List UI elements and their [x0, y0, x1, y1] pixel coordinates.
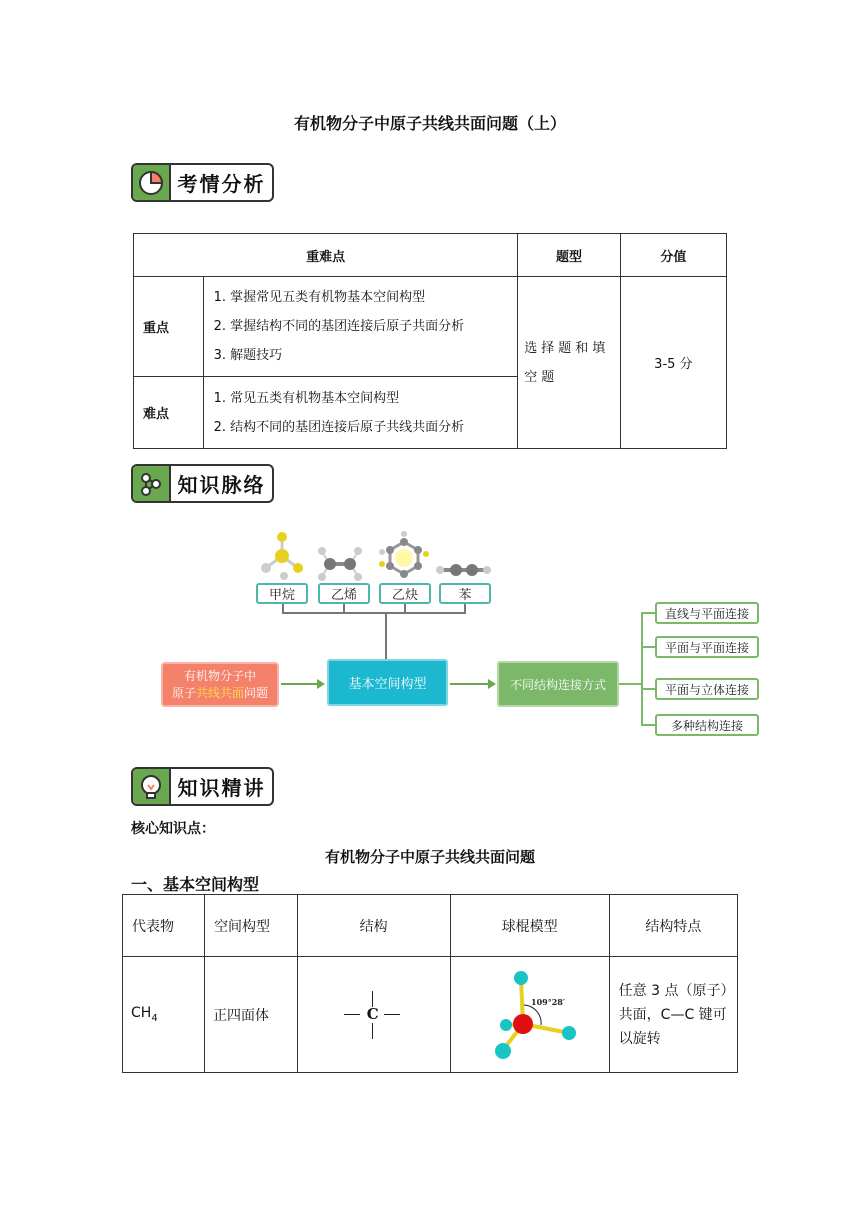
arrow-right-icon — [279, 676, 327, 692]
header-difficulty: 重难点 — [134, 234, 518, 277]
network-nodes-icon — [133, 466, 171, 501]
section-context-label: 知识脉络 — [177, 473, 266, 497]
connector — [282, 612, 466, 614]
key-item: 1. 掌握常见五类有机物基本空间构型 — [213, 290, 426, 305]
connector — [641, 612, 655, 614]
header-score: 分值 — [620, 234, 726, 277]
root-line1: 有机物分子中 — [183, 668, 256, 683]
connector — [619, 683, 641, 685]
key-points-cell — [203, 277, 518, 377]
header-shape: 空间构型 — [205, 895, 298, 957]
header-ball-stick: 球棍模型 — [450, 895, 609, 957]
molecule-benzene-label: 苯 — [439, 583, 491, 604]
section-analysis-label: 考情分析 — [177, 172, 266, 196]
hard-points-cell — [203, 377, 518, 449]
shape-cell: 正四面体 — [205, 957, 298, 1073]
header-structure: 结构 — [297, 895, 450, 957]
question-type-value: 选择题和填空题 — [518, 277, 620, 449]
carbon-atom-symbol: C — [366, 1005, 379, 1023]
difficulty-table — [133, 233, 727, 449]
header-feature: 结构特点 — [609, 895, 737, 957]
key-item: 2. 掌握结构不同的基团连接后原子共面分析 — [213, 319, 465, 334]
hard-points-label: 难点 — [134, 377, 204, 449]
branch-plane-solid: 平面与立体连接 — [655, 678, 759, 700]
section-analysis-badge — [131, 163, 274, 202]
ball-stick-cell — [450, 957, 609, 1073]
connector — [641, 646, 655, 648]
header-question-type: 题型 — [518, 234, 620, 277]
document-title: 有机物分子中原子共线共面问题（上） — [293, 114, 566, 133]
compound-cell: $CH_4$ — [123, 957, 205, 1073]
mindmap-root-node — [161, 662, 279, 707]
connector — [641, 688, 655, 690]
core-title: 有机物分子中原子共线共面问题 — [324, 848, 535, 866]
section-lecture-badge — [131, 767, 274, 806]
connector — [641, 612, 643, 726]
hard-item: 2. 结构不同的基团连接后原子共线共面分析 — [213, 419, 465, 435]
molecule-acetylene-label: 乙炔 — [379, 583, 431, 604]
benzene-model-icon — [379, 531, 429, 578]
key-points-label: 重点 — [134, 277, 204, 377]
mindmap-connect-node: 不同结构连接方式 — [497, 661, 619, 707]
header-representative: 代表物 — [123, 895, 205, 957]
pie-chart-icon — [133, 165, 171, 200]
lightbulb-icon — [133, 769, 171, 804]
branch-multi-structure: 多种结构连接 — [655, 714, 759, 736]
molecule-models — [258, 530, 494, 582]
structure-formula-cell — [297, 957, 450, 1073]
root-line2: 原子共线共面问题 — [171, 685, 269, 700]
feature-cell: 任意 3 点（原子）共面，C—C 键可以旋转 — [609, 957, 737, 1073]
branch-line-plane: 直线与平面连接 — [655, 602, 759, 624]
connector — [641, 724, 655, 726]
branch-plane-plane: 平面与平面连接 — [655, 636, 759, 658]
molecule-ethylene-label: 乙烯 — [318, 583, 370, 604]
ethylene-model-icon — [318, 547, 362, 581]
arrow-right-icon — [448, 676, 498, 692]
hard-item: 1. 常见五类有机物基本空间构型 — [213, 390, 400, 406]
root-highlight: 共线共面 — [195, 685, 244, 700]
acetylene-model-icon — [436, 564, 491, 576]
mindmap-center-node: 基本空间构型 — [327, 659, 448, 706]
molecule-methane-label: 甲烷 — [256, 583, 308, 604]
bond-angle-label: 109°28′ — [530, 997, 565, 1007]
core-knowledge-label: 核心知识点： — [131, 821, 215, 837]
methane-model-icon — [261, 532, 303, 580]
section-lecture-label: 知识精讲 — [177, 776, 266, 800]
methane-ball-stick-model-icon — [493, 965, 583, 1065]
part1-title: 一、基本空间构型 — [131, 875, 260, 894]
connector — [385, 612, 387, 660]
key-item: 3. 解题技巧 — [213, 348, 283, 363]
score-value: 3-5 分 — [620, 277, 726, 449]
section-context-badge — [131, 464, 274, 503]
structure-table — [122, 894, 738, 1073]
